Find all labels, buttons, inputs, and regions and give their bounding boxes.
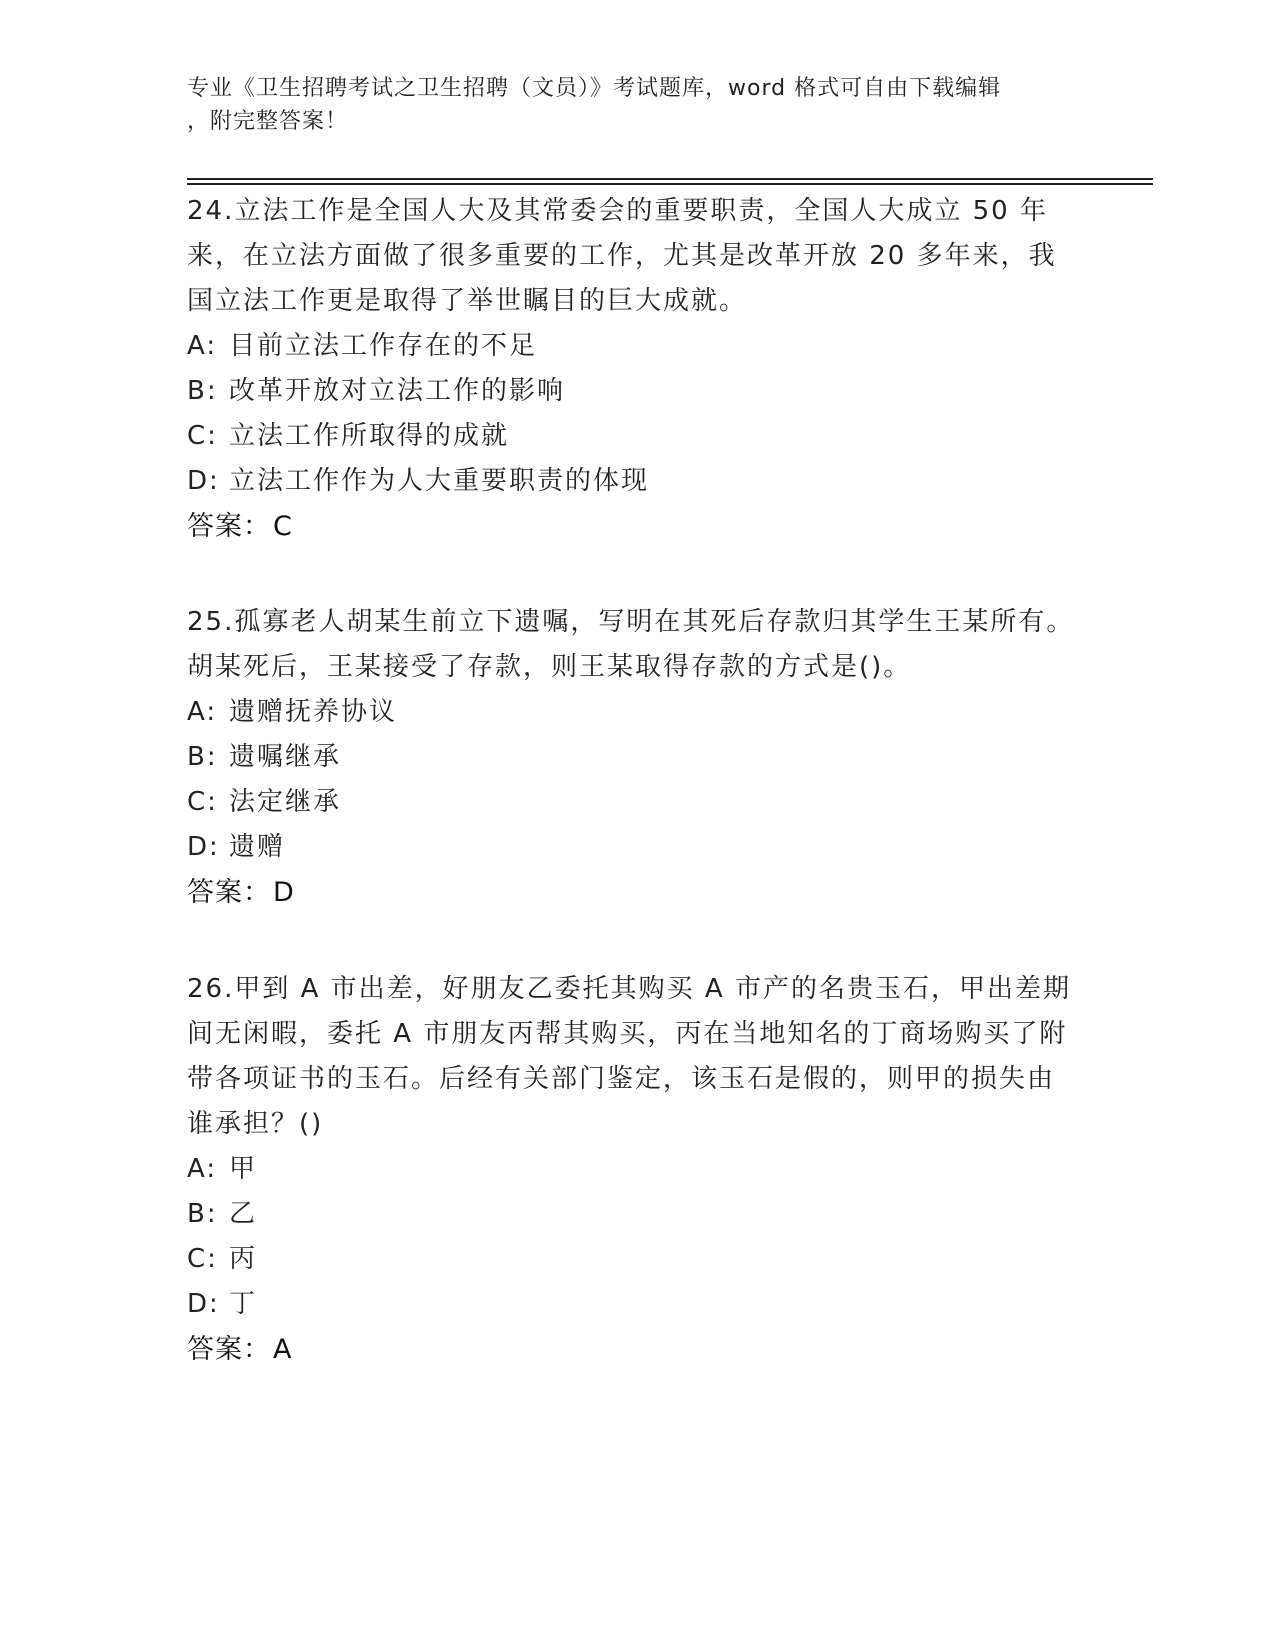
question-text: 25.孤寡老人胡某生前立下遗嘱，写明在其死后存款归其学生王某所有。胡某死后，王某接受了存款，则王某取得存款的方式是()。: [187, 607, 1075, 682]
option-list: [187, 1147, 1077, 1327]
option-key: C:: [187, 1244, 218, 1274]
option-d: [187, 825, 1077, 870]
option-b: [187, 369, 1077, 414]
answer-label: 答案：: [187, 877, 271, 908]
option-text: 丁: [229, 1289, 258, 1319]
answer-value: A: [273, 1334, 293, 1365]
answer-label: 答案：: [187, 511, 271, 542]
answer-value: D: [273, 877, 295, 908]
option-key: C:: [187, 421, 218, 451]
option-key: C:: [187, 787, 218, 817]
question-text: 24.立法工作是全国人大及其常委会的重要职责，全国人大成立 50 年来，在立法方面做了很多重要的工作，尤其是改革开放 20 多年来，我国立法工作更是取得了举世瞩目的巨大成就。: [187, 196, 1057, 316]
option-c: [187, 414, 1077, 459]
option-b: [187, 1192, 1077, 1237]
header-divider-bottom: [187, 183, 1153, 185]
option-list: [187, 690, 1077, 870]
question-25: [187, 600, 1077, 916]
option-text: 甲: [229, 1154, 258, 1184]
header-line-2: ，附完整答案！: [187, 109, 349, 134]
question-26: [187, 967, 1077, 1373]
option-text: 丙: [229, 1244, 258, 1274]
option-text: 目前立法工作存在的不足: [229, 331, 538, 361]
option-c: [187, 1237, 1077, 1282]
option-key: B:: [187, 742, 218, 772]
option-key: A:: [187, 331, 218, 361]
option-key: D:: [187, 1289, 220, 1319]
option-a: [187, 1147, 1077, 1192]
option-text: 遗嘱继承: [229, 742, 342, 772]
answer: [187, 504, 1077, 550]
question-24: [187, 189, 1077, 550]
option-a: [187, 324, 1077, 369]
option-text: 立法工作所取得的成就: [229, 421, 510, 451]
header-line-1: 专业《卫生招聘考试之卫生招聘（文员）》考试题库，word 格式可自由下载编辑: [187, 76, 1002, 101]
option-d: [187, 1282, 1077, 1327]
answer: [187, 870, 1077, 916]
option-key: B:: [187, 376, 218, 406]
option-key: D:: [187, 466, 220, 496]
option-list: [187, 324, 1077, 504]
answer-label: 答案：: [187, 1334, 271, 1365]
answer: [187, 1327, 1077, 1373]
question-text: 26.甲到 A 市出差，好朋友乙委托其购买 A 市产的名贵玉石，甲出差期间无闲暇，委托 A 市朋友丙帮其购买，丙在当地知名的丁商场购买了附带各项证书的玉石。后经有关部门鉴定，该玉石是假的，则甲的损失由谁承担？(): [187, 974, 1071, 1139]
option-c: [187, 780, 1077, 825]
option-text: 立法工作作为人大重要职责的体现: [229, 466, 650, 496]
option-text: 法定继承: [229, 787, 342, 817]
option-key: A:: [187, 1154, 218, 1184]
option-b: [187, 735, 1077, 780]
option-key: D:: [187, 832, 220, 862]
answer-value: C: [273, 511, 293, 542]
option-a: [187, 690, 1077, 735]
document-header: [187, 72, 1067, 138]
option-text: 遗赠抚养协议: [229, 697, 398, 727]
header-divider-top: [187, 178, 1153, 180]
option-text: 乙: [229, 1199, 258, 1229]
option-d: [187, 459, 1077, 504]
option-text: 改革开放对立法工作的影响: [229, 376, 566, 406]
option-key: B:: [187, 1199, 218, 1229]
option-key: A:: [187, 697, 218, 727]
option-text: 遗赠: [229, 832, 286, 862]
